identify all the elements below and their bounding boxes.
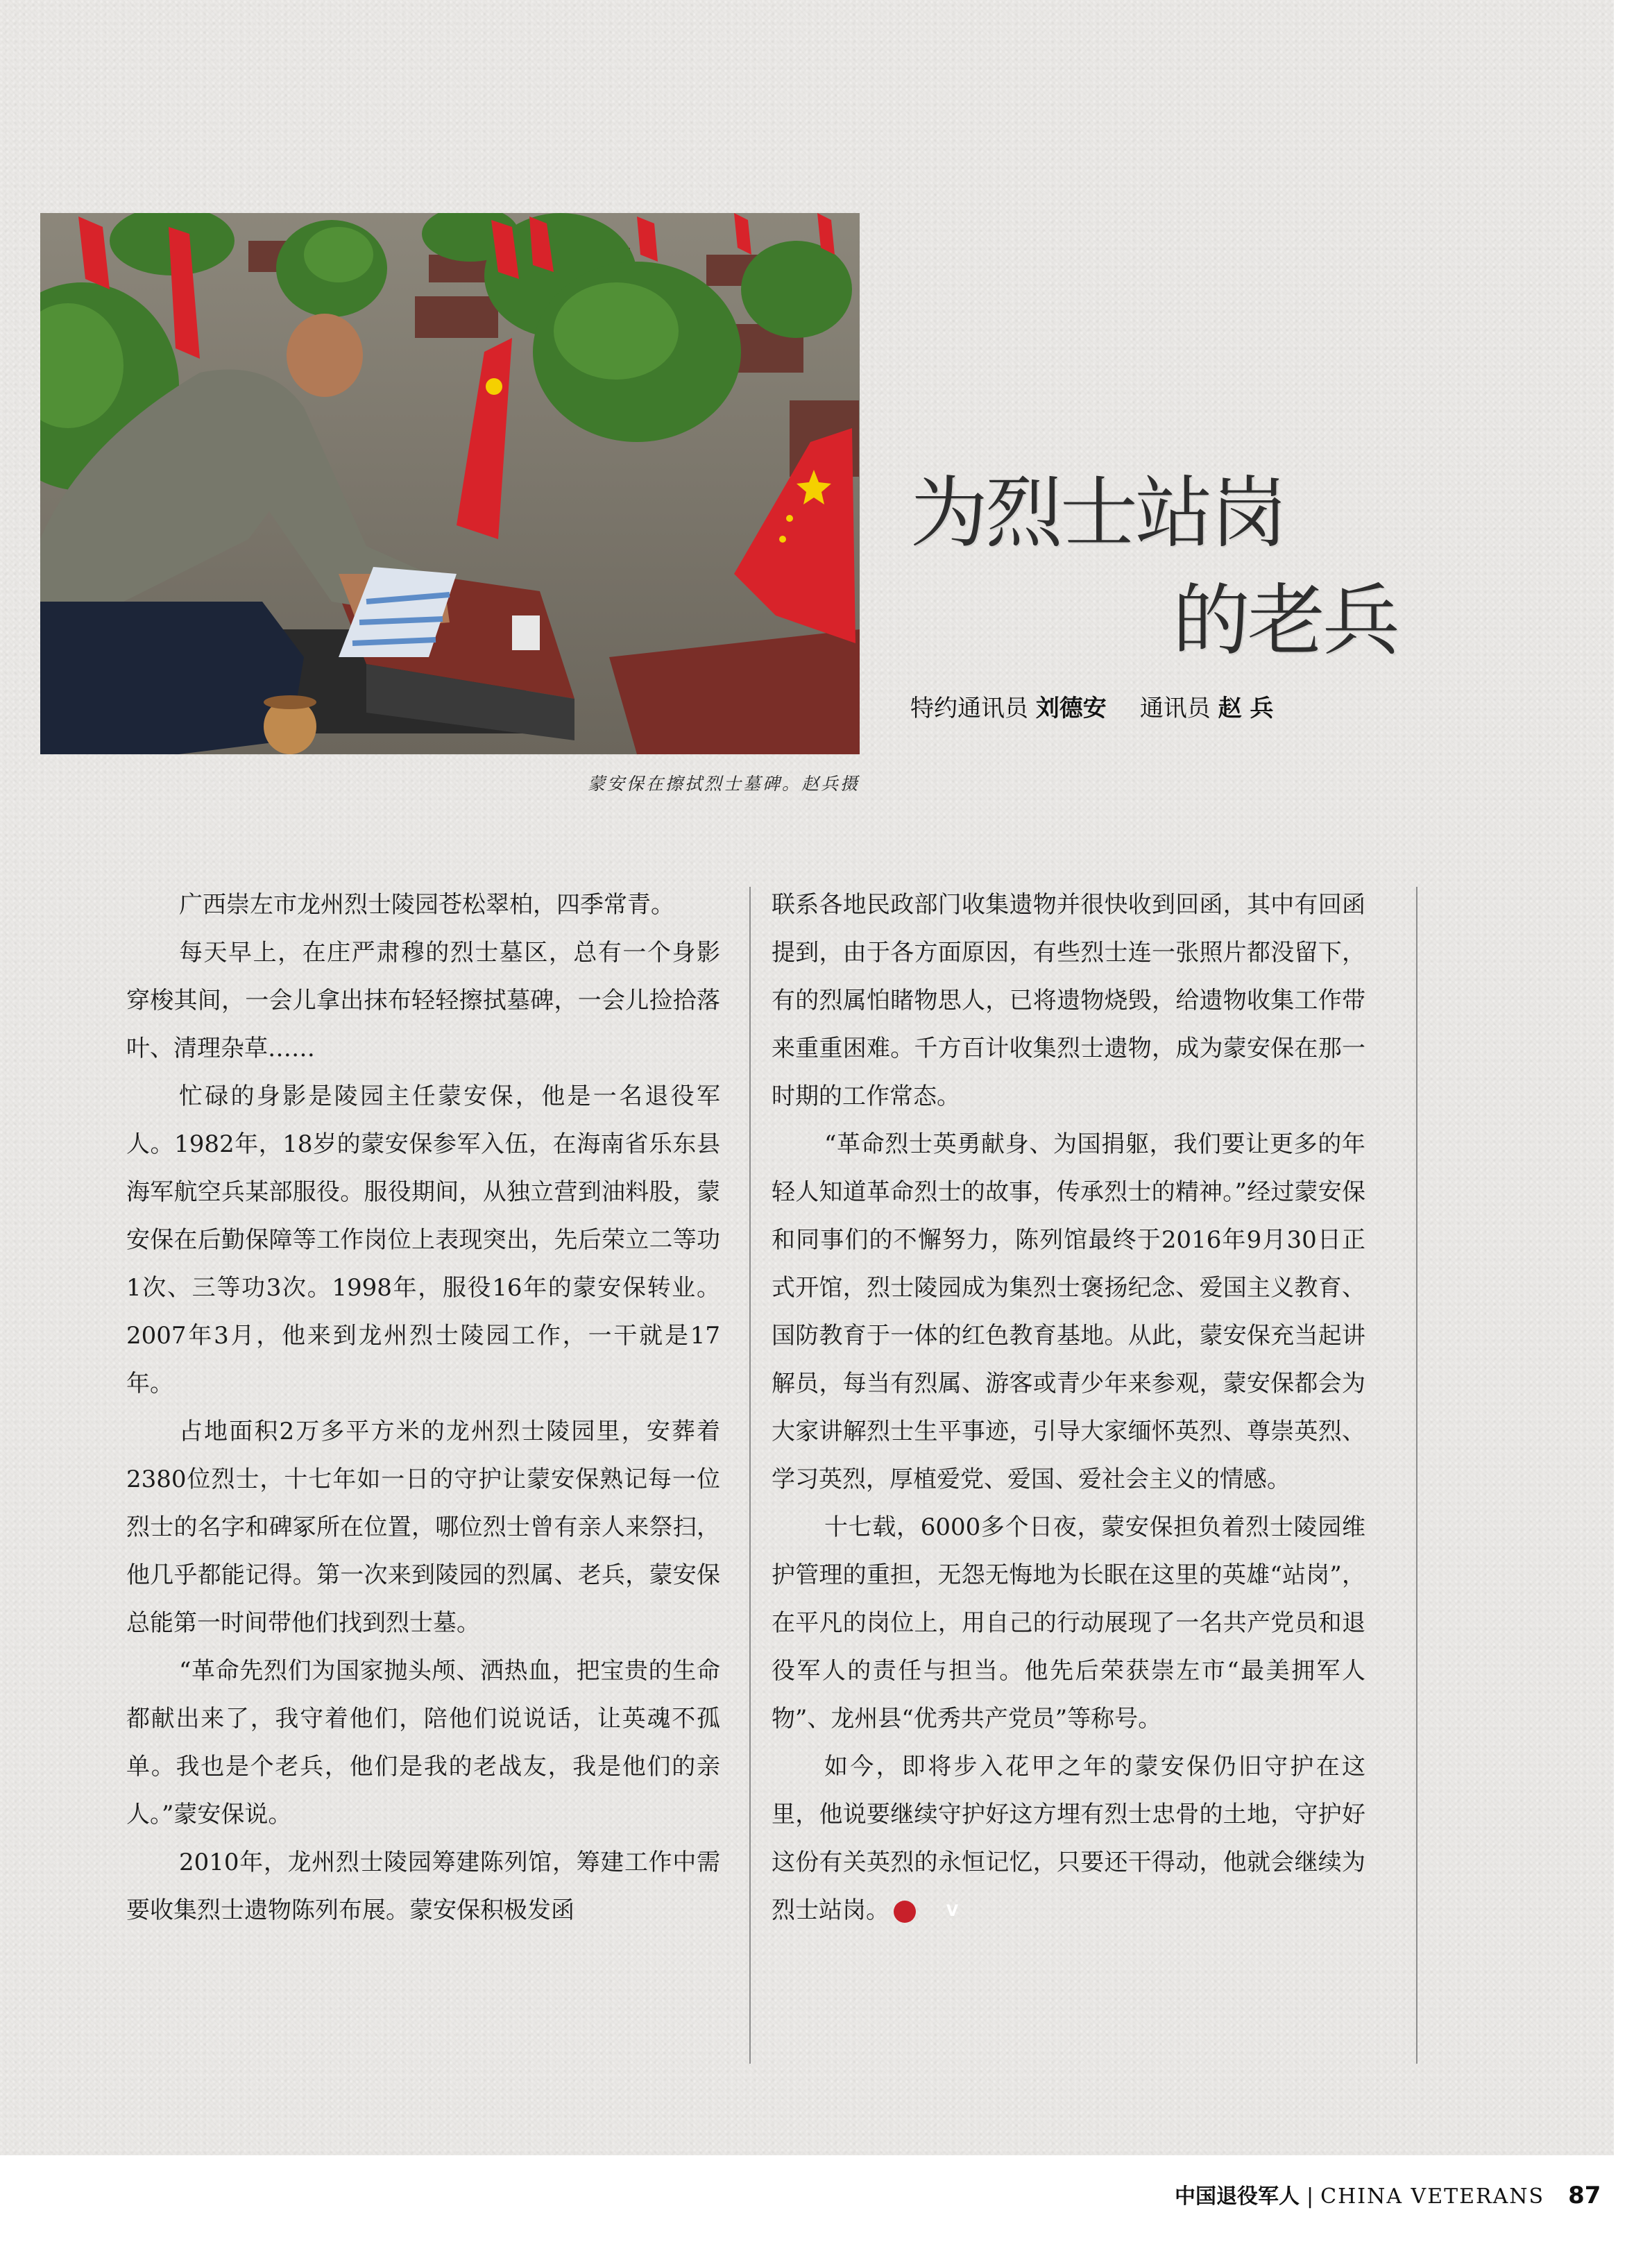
- byline-author1: 刘德安: [1035, 695, 1107, 722]
- paragraph: 每天早上，在庄严肃穆的烈士墓区，总有一个身影穿梭其间，一会儿拿出抹布轻轻擦拭墓碑，一会儿捡拾落叶、清理杂草……: [126, 939, 720, 1062]
- byline-role2: 通讯员: [1139, 695, 1211, 722]
- page-number: 87: [1568, 2182, 1601, 2209]
- body-column-right: [772, 881, 1365, 1935]
- magazine-name-en: CHINA VETERANS: [1320, 2184, 1545, 2209]
- article-title-line1: 为烈士站岗: [910, 468, 1285, 559]
- paragraph: 2010年，龙州烈士陵园筹建陈列馆，筹建工作中需要收集烈士遗物陈列布展。蒙安保积极发函: [126, 1849, 720, 1924]
- column-divider: [749, 887, 751, 2064]
- column-rule-right: [1416, 887, 1417, 2064]
- page-footer: [1175, 2179, 1601, 2209]
- paragraph: 十七载，6000多个日夜，蒙安保担负着烈士陵园维护管理的重担，无怨无悔地为长眠在这里的英雄“站岗”，在平凡的岗位上，用自己的行动展现了一名共产党员和退役军人的责任与担当。他先后荣获崇左市“最美拥军人物”、龙州县“优秀共产党员”等称号。: [772, 1513, 1365, 1733]
- paragraph: “革命先烈们为国家抛头颅、洒热血，把宝贵的生命都献出来了，我守着他们，陪他们说说话，让英魂不孤单。我也是个老兵，他们是我的老战友，我是他们的亲人。”蒙安保说。: [126, 1657, 720, 1828]
- byline: [910, 689, 1273, 723]
- end-mark-icon: V: [894, 1901, 916, 1923]
- paragraph: 占地面积2万多平方米的龙州烈士陵园里，安葬着2380位烈士，十七年如一日的守护让蒙安保熟记每一位烈士的名字和碑冢所在位置，哪位烈士曾有亲人来祭扫，他几乎都能记得。第一次来到陵园的烈属、老兵，蒙安保总能第一时间带他们找到烈士墓。: [126, 1418, 720, 1637]
- article-title-line2: 的老兵: [1173, 576, 1397, 666]
- paragraph: “革命烈士英勇献身、为国捐躯，我们要让更多的年轻人知道革命烈士的故事，传承烈士的精神。”经过蒙安保和同事们的不懈努力，陈列馆最终于2016年9月30日正式开馆，烈士陵园成为集烈士褒扬纪念、爱国主义教育、国防教育于一体的红色教育基地。从此，蒙安保充当起讲解员，每当有烈属、游客或青少年来参观，蒙安保都会为大家讲解烈士生平事迹，引导大家缅怀英烈、尊崇英烈、学习英烈，厚植爱党、爱国、爱社会主义的情感。: [772, 1130, 1365, 1493]
- footer-separator: |: [1306, 2184, 1314, 2209]
- article-photo: [40, 213, 860, 754]
- paragraph-continued: 联系各地民政部门收集遗物并很快收到回函，其中有回函提到，由于各方面原因，有些烈士连一张照片都没留下，有的烈属怕睹物思人，已将遗物烧毁，给遗物收集工作带来重重困难。千方百计收集烈士遗物，成为蒙安保在那一时期的工作常态。: [772, 891, 1365, 1110]
- paragraph-final-text: 如今，即将步入花甲之年的蒙安保仍旧守护在这里，他说要继续守护好这方埋有烈士忠骨的土地，守护好这份有关英烈的永恒记忆，只要还干得动，他就会继续为烈士站岗。: [772, 1753, 1365, 1924]
- paragraph: 忙碌的身影是陵园主任蒙安保，他是一名退役军人。1982年，18岁的蒙安保参军入伍，在海南省乐东县海军航空兵某部服役。服役期间，从独立营到油料股，蒙安保在后勤保障等工作岗位上表现突出，先后荣立二等功1次、三等功3次。1998年，服役16年的蒙安保转业。2007年3月，他来到龙州烈士陵园工作，一干就是17年。: [126, 1082, 720, 1398]
- paragraph-final: [772, 1743, 1365, 1935]
- paragraph: 广西崇左市龙州烈士陵园苍松翠柏，四季常青。: [179, 891, 674, 919]
- photo-illustration: [40, 213, 860, 754]
- photo-caption: 蒙安保在擦拭烈士墓碑。赵兵摄: [587, 774, 860, 794]
- byline-author2: 赵 兵: [1218, 695, 1274, 722]
- body-column-left: [126, 881, 720, 1935]
- byline-role1: 特约通讯员: [910, 695, 1028, 722]
- magazine-name-cn: 中国退役军人: [1175, 2184, 1300, 2209]
